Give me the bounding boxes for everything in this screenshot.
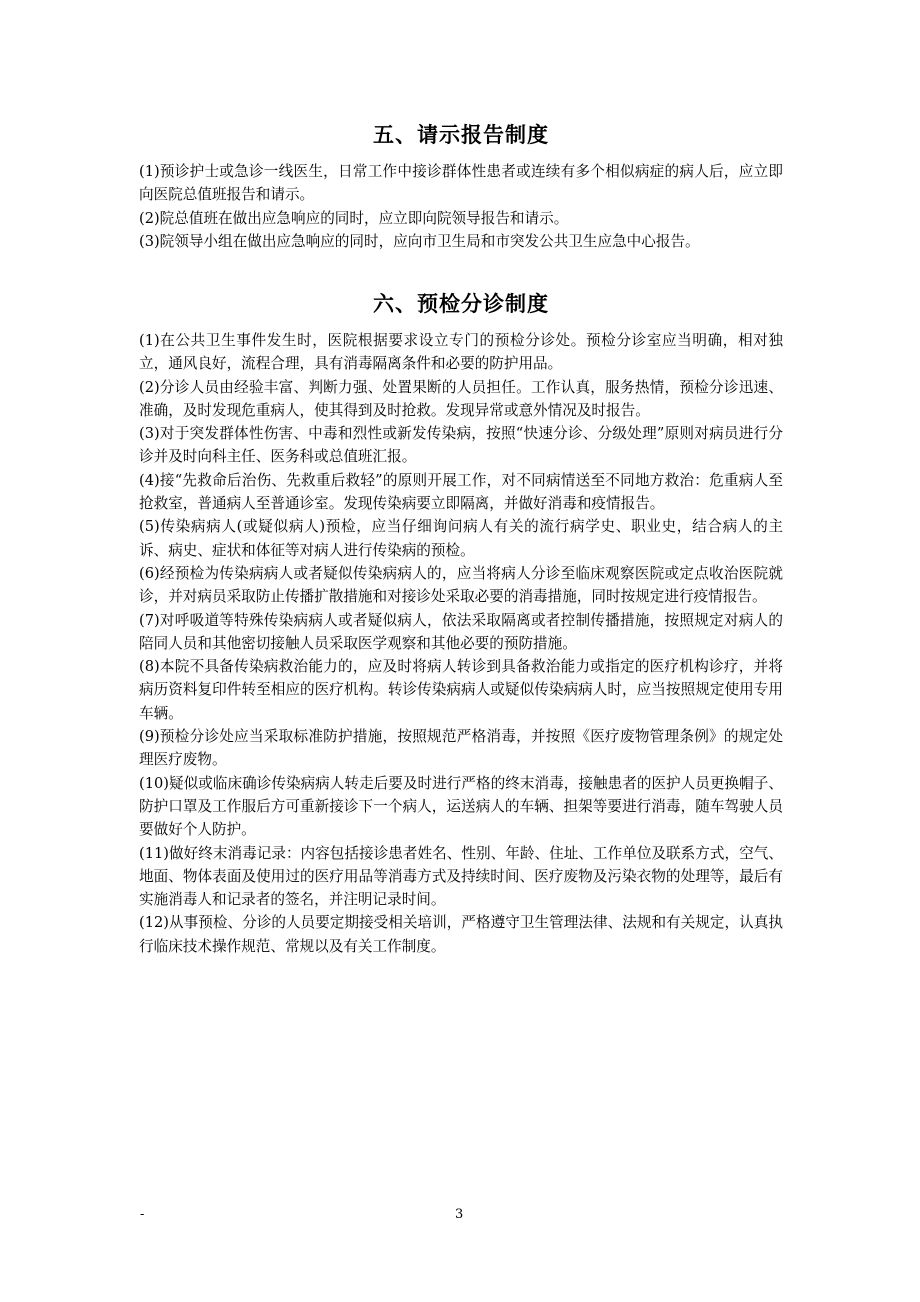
paragraph: (3)对于突发群体性伤害、中毒和烈性或新发传染病，按照“快速分诊、分级处理”原则对病员进行分诊并及时向科主任、医务科或总值班汇报。	[139, 425, 783, 466]
paragraph: (1)预诊护士或急诊一线医生，日常工作中接诊群体性患者或连续有多个相似病症的病人后，应立即向医院总值班报告和请示。	[139, 163, 783, 204]
paragraph: (7)对呼吸道等特殊传染病病人或者疑似病人，依法采取隔离或者控制传播措施，按照规定对病人的陪同人员和其他密切接触人员采取医学观察和其他必要的预防措施。	[139, 611, 783, 652]
paragraph: (6)经预检为传染病病人或者疑似传染病病人的，应当将病人分诊至临床观察医院或定点收治医院就诊，并对病员采取防止传播扩散措施和对接诊处采取必要的消毒措施，同时按规定进行疫情报告。	[139, 564, 783, 606]
paragraph: (11)做好终末消毒记录：内容包括接诊患者姓名、性别、年龄、住址、工作单位及联系方式，空气、地面、物体表面及使用过的医疗用品等消毒方式及持续时间、医疗废物及污染衣物的处理等，最后有实施消毒人和记录者的签名，并注明记录时间。	[139, 844, 783, 909]
section-report-system	[139, 120, 783, 253]
page-number: 3	[455, 1207, 464, 1222]
paragraph: (8)本院不具备传染病救治能力的，应及时将病人转诊到具备救治能力或指定的医疗机构诊疗，并将病历资料复印件转至相应的医疗机构。转诊传染病病人或疑似传染病病人时，应当按照规定使用专用车辆。	[139, 658, 783, 722]
section-triage-system	[139, 289, 783, 958]
section-heading: 六、预检分诊制度	[373, 292, 549, 316]
paragraph: (1)在公共卫生事件发生时，医院根据要求设立专门的预检分诊处。预检分诊室应当明确，相对独立，通风良好，流程合理，具有消毒隔离条件和必要的防护用品。	[139, 332, 783, 373]
paragraph: (5)传染病病人(或疑似病人)预检，应当仔细询问病人有关的流行病学史、职业史，结合病人的主诉、病史、症状和体征等对病人进行传染病的预检。	[139, 518, 783, 559]
paragraph: (2)院总值班在做出应急响应的同时，应立即向院领导报告和请示。	[139, 209, 569, 227]
paragraph: (2)分诊人员由经验丰富、判断力强、处置果断的人员担任。工作认真，服务热情，预检分诊迅速、准确，及时发现危重病人，使其得到及时抢救。发现异常或意外情况及时报告。	[139, 378, 783, 419]
paragraph: (12)从事预检、分诊的人员要定期接受相关培训，严格遵守卫生管理法律、法规和有关规定，认真执行临床技术操作规范、常规以及有关工作制度。	[139, 914, 783, 955]
paragraph: (10)疑似或临床确诊传染病病人转走后要及时进行严格的终末消毒，接触患者的医护人员更换帽子、防护口罩及工作服后方可重新接诊下一个病人，运送病人的车辆、担架等要进行消毒，随车驾驶人员要做好个人防护。	[139, 774, 783, 839]
footer-mark: -	[140, 1207, 145, 1222]
paragraph: (4)接“先救命后治伤、先救重后救轻”的原则开展工作，对不同病情送至不同地方救治：危重病人至抢救室，普通病人至普通诊室。发现传染病要立即隔离，并做好消毒和疫情报告。	[139, 471, 783, 513]
paragraph: (9)预检分诊处应当采取标准防护措施，按照规范严格消毒，并按照《医疗废物管理条例》的规定处理医疗废物。	[139, 728, 783, 769]
paragraph: (3)院领导小组在做出应急响应的同时，应向市卫生局和市突发公共卫生应急中心报告。	[139, 232, 700, 250]
section-heading: 五、请示报告制度	[373, 123, 549, 147]
